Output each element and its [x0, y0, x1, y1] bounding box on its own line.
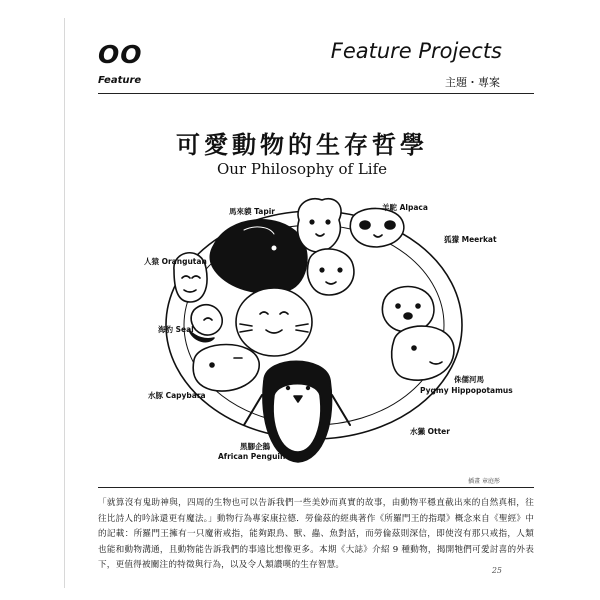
orangutan-baby-figure [308, 249, 354, 295]
feature-title-en: Our Philosophy of Life [216, 160, 388, 178]
label-orangutan: 人猿 Orangutan [144, 257, 207, 266]
label-pygmy-hippo-en: Pygmy Hippopotamus [420, 386, 513, 395]
label-seal: 海豹 Seal [158, 325, 194, 334]
intro-paragraph: 「就算沒有鬼助神與，四周的生物也可以告訴我們一些美妙而真實的故事，由動物平穩直截出來的自然真相，往往比詩人的吟詠還更有魔法。」動物行為專家康拉德．勞倫茲的經典著作《所羅門王的指環》概念來自《聖經》中的記載：所羅門王擁有一只魔術戒指，能夠跟鳥、獸、蟲、魚對話，而勞倫茲則深信，即使沒有那只戒指，人類也能和動物溝通，且動物能告訴我們的事遠比想像更多。本期《大誌》介紹 9 種動物，揭開牠們可愛討喜的外表下，更值得被關注的特徵與行為，以及令人類讚嘆的生存智慧。 [98, 498, 534, 570]
alpaca-figure [298, 199, 341, 252]
otter-figure [382, 287, 433, 333]
page-number: 25 [491, 566, 502, 575]
section-label-zh: 主題・專案 [445, 76, 500, 89]
meerkat-figure [350, 208, 404, 247]
magazine-page [64, 0, 540, 600]
label-tapir: 馬來貘 Tapir [229, 207, 275, 216]
label-capybara: 水豚 Capybara [148, 391, 206, 400]
header-rule [98, 93, 534, 94]
seal-figure [236, 288, 312, 356]
section-label-en: Feature [98, 75, 142, 86]
section-title: Feature Projects [330, 39, 502, 63]
body-rule [98, 487, 534, 488]
label-otter: 水獺 Otter [410, 427, 450, 436]
animal-illustration [94, 190, 534, 475]
label-meerkat: 狐獴 Meerkat [444, 235, 497, 244]
illustration-credit: 插畫 章庭彤 [468, 478, 500, 485]
label-pygmy-hippo-zh: 侏儒河馬 [454, 375, 484, 384]
label-penguin-en: African Penguin [218, 452, 286, 461]
label-alpaca: 羊駝 Alpaca [382, 203, 428, 212]
issue-number: OO [98, 40, 143, 69]
label-penguin-zh: 黑腳企鵝 [240, 442, 270, 451]
feature-title-zh: 可愛動物的生存哲學 [176, 130, 428, 159]
